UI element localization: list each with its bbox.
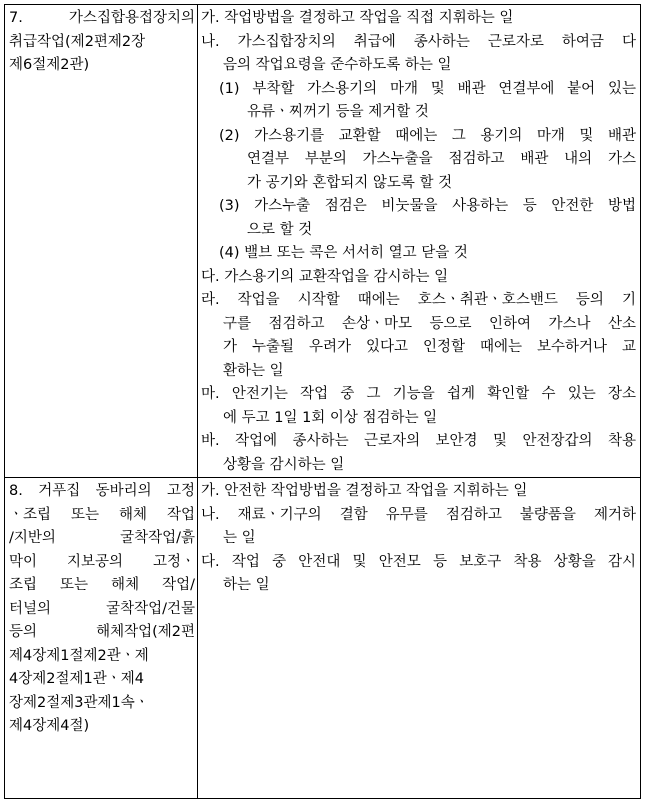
duty-line: 나. 재료ㆍ기구의 결함 유무를 점검하고 불량품을 제거하 bbox=[201, 506, 636, 523]
duty-line: 구를 점검하고 손상ㆍ마모 등으로 인하여 가스나 산소 bbox=[223, 315, 636, 332]
duty-item-da bbox=[201, 266, 636, 290]
duty-item-ga bbox=[201, 480, 636, 504]
duty-item-ma bbox=[201, 383, 636, 430]
duty-item-ga bbox=[201, 7, 636, 31]
duty-item-da bbox=[201, 551, 636, 598]
duty-line: 하는 일 bbox=[223, 577, 270, 593]
sub-item-4 bbox=[201, 242, 636, 266]
sub-item-2 bbox=[201, 125, 636, 196]
duty-line: 에 두고 1일 1회 이상 점검하는 일 bbox=[223, 409, 438, 426]
category-line: 8. 거푸집 동바리의 고정 bbox=[9, 483, 195, 499]
category-line: 7. 가스집합용접장치의 bbox=[9, 10, 195, 26]
duty-line: 음의 작업요령을 준수하도록 하는 일 bbox=[223, 57, 452, 73]
category-line: 제4장제4절) bbox=[9, 718, 90, 734]
duty-line: 나. 가스집합장치의 취급에 종사하는 근로자로 하여금 다 bbox=[201, 33, 636, 50]
category-line: 장제2절제3관제1속ㆍ bbox=[9, 694, 149, 711]
duty-line: 라. 작업을 시작할 때에는 호스ㆍ취관ㆍ호스밴드 등의 기 bbox=[201, 292, 636, 308]
duty-line: (1) 부착할 가스용기의 마개 및 배관 연결부에 붙어 있는 bbox=[219, 80, 636, 97]
table-row bbox=[5, 5, 641, 478]
duty-item-ba bbox=[201, 430, 636, 477]
duty-item-na bbox=[201, 31, 636, 78]
duty-line: 환하는 일 bbox=[223, 362, 284, 379]
duty-line: 가. 작업방법을 결정하고 작업을 직접 지휘하는 일 bbox=[201, 10, 514, 26]
sub-item-3 bbox=[201, 195, 636, 242]
category-line: 제6절제2관) bbox=[9, 57, 90, 73]
duties-cell bbox=[198, 478, 641, 799]
category-line: /지반의 굴착작업/흙 bbox=[9, 530, 195, 546]
duty-line: 바. 작업에 종사하는 근로자의 보안경 및 안전장갑의 착용 bbox=[201, 433, 636, 449]
duty-line: 마. 안전기는 작업 중 그 기능을 쉽게 확인할 수 있는 장소 bbox=[201, 386, 636, 402]
duty-line: 상황을 감시하는 일 bbox=[223, 456, 345, 473]
duties-cell bbox=[198, 5, 641, 478]
table-row bbox=[5, 478, 641, 799]
category-line: 등의 해체작업(제2편 bbox=[9, 624, 195, 640]
category-line: 제4장제1절제2관ㆍ제 bbox=[9, 647, 149, 664]
duty-line: (2) 가스용기를 교환할 때에는 그 용기의 마개 및 배관 bbox=[219, 127, 636, 144]
category-line: 터널의 굴착작업/건물 bbox=[9, 600, 195, 617]
duty-item-na bbox=[201, 504, 636, 551]
duty-item-ra bbox=[201, 289, 636, 383]
duty-line: 으로 할 것 bbox=[247, 221, 313, 238]
duty-line: (3) 가스누출 점검은 비눗물을 사용하는 등 안전한 방법 bbox=[219, 198, 636, 214]
category-line: 취급작업(제2편제2장 bbox=[9, 33, 146, 50]
category-line: 4장제2절제1관ㆍ제4 bbox=[9, 671, 144, 687]
category-line: 조립 또는 해체 작업/ bbox=[9, 577, 195, 593]
sub-item-1 bbox=[201, 78, 636, 125]
duty-line: (4) 밸브 또는 콕은 서서히 열고 닫을 것 bbox=[219, 245, 468, 261]
work-category-cell bbox=[5, 5, 198, 478]
duty-line: 가 누출될 우려가 있다고 인정할 때에는 보수하거나 교 bbox=[223, 339, 636, 355]
duty-table bbox=[4, 4, 641, 799]
duty-line: 연결부 부분의 가스누출을 점검하고 배관 내의 가스 bbox=[247, 151, 636, 167]
duty-line: 다. 가스용기의 교환작업을 감시하는 일 bbox=[201, 268, 449, 285]
duty-line: 가 공기와 혼합되지 않도록 할 것 bbox=[247, 174, 453, 191]
duty-line: 유류ㆍ찌꺼기 등을 제거할 것 bbox=[247, 104, 429, 120]
category-line: ㆍ조립 또는 해체 작업 bbox=[9, 506, 195, 523]
duty-line: 는 일 bbox=[223, 530, 256, 546]
category-line: 막이 지보공의 고정ㆍ bbox=[9, 553, 195, 570]
work-category-cell bbox=[5, 478, 198, 799]
duty-line: 가. 안전한 작업방법을 결정하고 작업을 지휘하는 일 bbox=[201, 483, 528, 499]
duty-line: 다. 작업 중 안전대 및 안전모 등 보호구 착용 상황을 감시 bbox=[201, 553, 636, 570]
